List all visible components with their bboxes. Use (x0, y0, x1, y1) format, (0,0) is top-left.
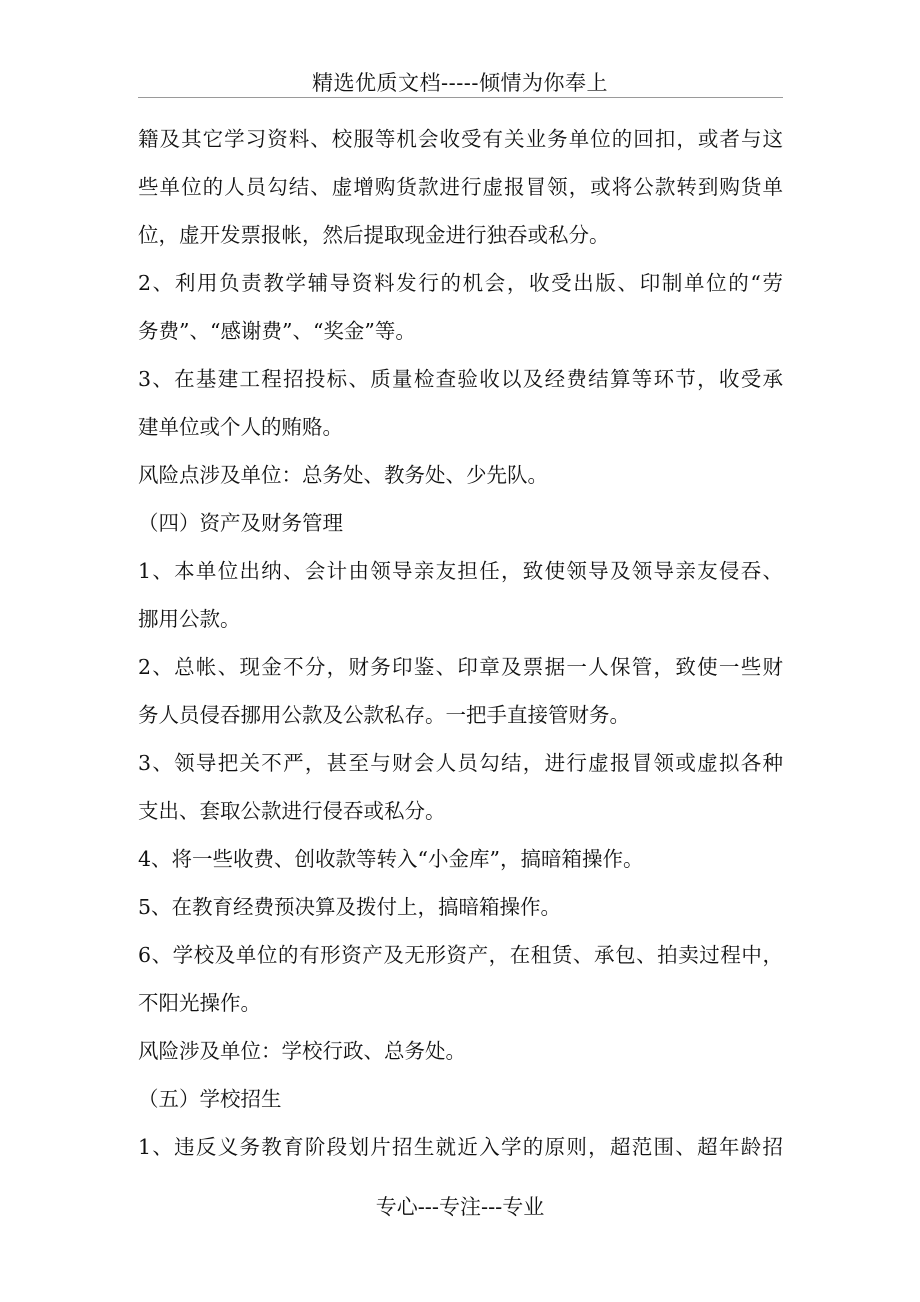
text-line-14: 3、领导把关不严，甚至与财会人员勾结，进行虚报冒领或虚拟各种 (138, 751, 783, 775)
text-line-1: 籍及其它学习资料、校服等机会收受有关业务单位的回扣，或者与这 (138, 127, 783, 151)
text-line-5: 务费”、“感谢费”、“奖金”等。 (138, 319, 416, 343)
text-line-16: 4、将一些收费、创收款等转入“小金库”，搞暗箱操作。 (138, 847, 644, 871)
section-heading-assets-finance: （四）资产及财务管理 (138, 511, 343, 535)
document-body (138, 115, 783, 1171)
text-line-22: 1、违反义务教育阶段划片招生就近入学的原则，超范围、超年龄招 (138, 1135, 783, 1159)
text-line-15: 支出、套取公款进行侵吞或私分。 (138, 799, 446, 823)
text-line-3: 位，虚开发票报帐，然后提取现金进行独吞或私分。 (138, 223, 610, 247)
page-footer: 专心---专注---专业 (375, 1195, 545, 1219)
text-line-10: 1、本单位出纳、会计由领导亲友担任，致使领导及领导亲友侵吞、 (138, 559, 783, 583)
text-line-19: 不阳光操作。 (138, 991, 261, 1015)
section-heading-school-enrollment: （五）学校招生 (138, 1087, 282, 1111)
text-line-7: 建单位或个人的贿赂。 (138, 415, 343, 439)
page-header: 精选优质文档-----倾情为你奉上 (312, 71, 608, 95)
text-line-17: 5、在教育经费预决算及拨付上，搞暗箱操作。 (138, 895, 562, 919)
text-line-18: 6、学校及单位的有形资产及无形资产，在租赁、承包、拍卖过程中， (138, 943, 783, 967)
text-line-6: 3、在基建工程招投标、质量检查验收以及经费结算等环节，收受承 (138, 367, 783, 391)
text-line-4: 2、利用负责教学辅导资料发行的机会，收受出版、印制单位的“劳 (138, 271, 783, 295)
text-line-13: 务人员侵吞挪用公款及公款私存。一把手直接管财务。 (138, 703, 630, 727)
text-line-11: 挪用公款。 (138, 607, 241, 631)
text-line-8: 风险点涉及单位：总务处、教务处、少先队。 (138, 463, 548, 487)
text-line-12: 2、总帐、现金不分，财务印鉴、印章及票据一人保管，致使一些财 (138, 655, 783, 679)
text-line-20: 风险涉及单位：学校行政、总务处。 (138, 1039, 466, 1063)
text-line-2: 些单位的人员勾结、虚增购货款进行虚报冒领，或将公款转到购货单 (138, 175, 783, 199)
header-divider (138, 97, 783, 98)
